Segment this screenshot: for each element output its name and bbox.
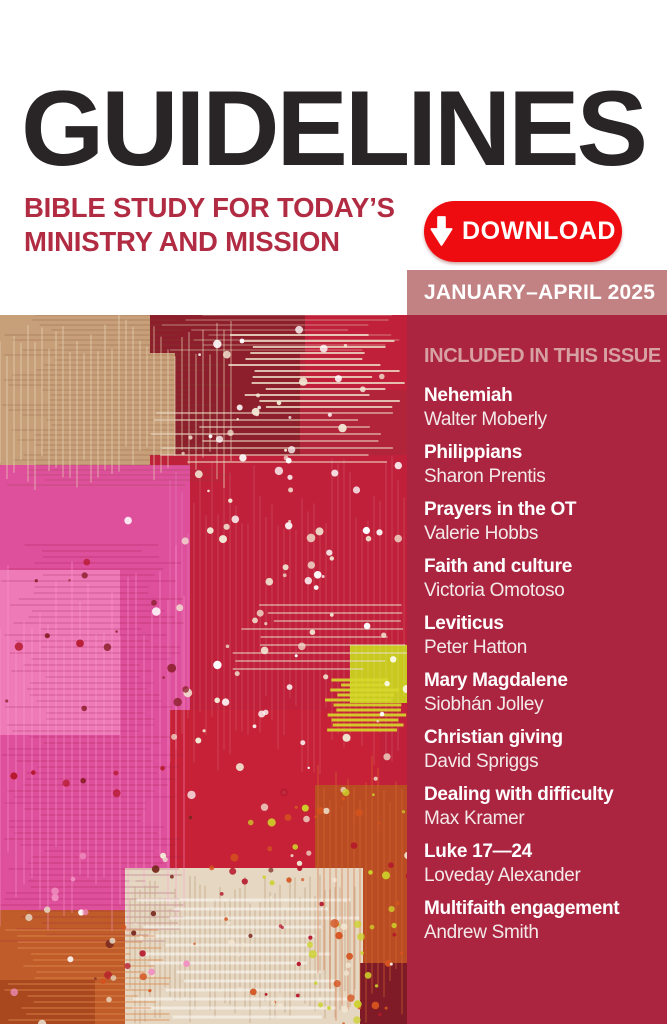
download-label: DOWNLOAD xyxy=(462,217,616,245)
masthead-subtitle xyxy=(24,191,395,258)
issue-contents-panel xyxy=(407,315,667,1024)
article-item xyxy=(424,726,661,773)
subtitle-line-1: BIBLE STUDY FOR TODAY’S xyxy=(24,192,395,223)
article-title: Nehemiah xyxy=(424,385,513,406)
artwork-image xyxy=(0,315,407,1024)
article-author: Walter Moberly xyxy=(424,408,547,430)
section-heading: INCLUDED IN THIS ISSUE xyxy=(424,345,661,367)
article-author: Loveday Alexander xyxy=(424,864,581,886)
article-title: Multifaith engagement xyxy=(424,898,620,919)
article-item xyxy=(424,384,661,431)
article-item xyxy=(424,555,661,602)
article-author: Siobhán Jolley xyxy=(424,693,544,715)
page-title: GUIDELINES xyxy=(21,68,645,188)
article-list xyxy=(424,384,661,944)
article-title: Faith and culture xyxy=(424,556,572,577)
cover-artwork xyxy=(0,315,407,1024)
article-author: David Spriggs xyxy=(424,750,539,772)
article-author: Valerie Hobbs xyxy=(424,522,539,544)
article-item xyxy=(424,897,661,944)
article-item xyxy=(424,840,661,887)
download-arrow-icon xyxy=(430,216,453,247)
issue-date-bar xyxy=(407,270,667,315)
article-item xyxy=(424,669,661,716)
article-author: Victoria Omotoso xyxy=(424,579,565,601)
article-item xyxy=(424,498,661,545)
subtitle-line-2: MINISTRY AND MISSION xyxy=(24,225,340,257)
download-button[interactable] xyxy=(424,201,622,262)
article-author: Andrew Smith xyxy=(424,921,539,943)
article-item xyxy=(424,612,661,659)
article-title: Philippians xyxy=(424,442,523,463)
article-item xyxy=(424,783,661,830)
article-author: Max Kramer xyxy=(424,807,525,829)
article-title: Dealing with difficulty xyxy=(424,784,614,805)
article-title: Mary Magdalene xyxy=(424,670,568,691)
issue-date: JANUARY–APRIL 2025 xyxy=(424,280,656,304)
article-title: Christian giving xyxy=(424,727,563,748)
article-title: Prayers in the OT xyxy=(424,499,577,520)
article-item xyxy=(424,441,661,488)
article-title: Leviticus xyxy=(424,613,504,634)
article-author: Peter Hatton xyxy=(424,636,528,658)
article-author: Sharon Prentis xyxy=(424,465,546,487)
article-title: Luke 17—24 xyxy=(424,841,532,862)
